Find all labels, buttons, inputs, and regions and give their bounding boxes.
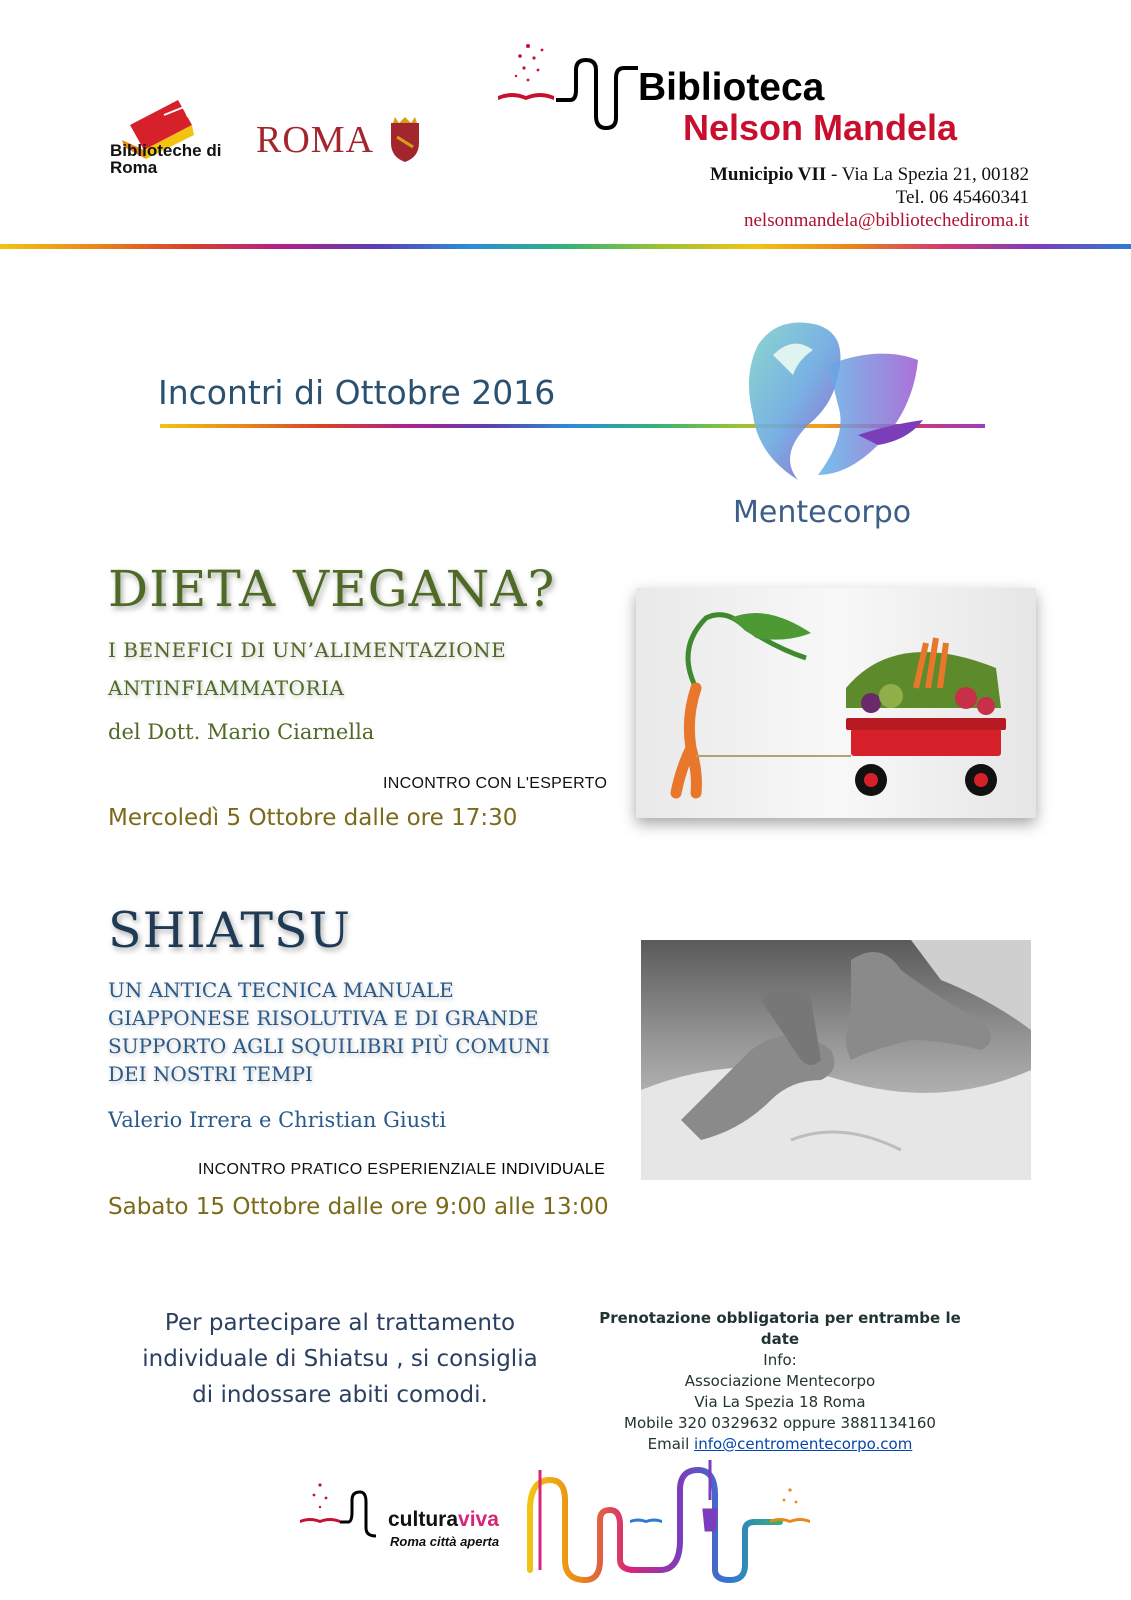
event1-subtitle-line1: I BENEFICI DI UN’ALIMENTAZIONE <box>108 638 507 662</box>
note-line1: Per partecipare al trattamento <box>164 1310 516 1336</box>
carrot-pulling-vegetable-wagon-image <box>636 588 1036 818</box>
info-organization: Associazione Mentecorpo <box>684 1372 876 1390</box>
booking-info-block <box>590 1308 970 1455</box>
series-title: Incontri di Ottobre 2016 <box>158 373 556 412</box>
mentecorpo-butterfly-logo <box>738 315 938 495</box>
clothing-advice-note <box>130 1305 550 1413</box>
culturaviva-brand-a: cultura <box>388 1508 459 1531</box>
event2-subtitle <box>108 976 550 1088</box>
event1-date: Mercoledì 5 Ottobre dalle ore 17:30 <box>108 805 518 831</box>
roma-logo-text: ROMA <box>256 119 375 161</box>
mentecorpo-logo-text: Mentecorpo <box>733 495 912 530</box>
event2-type-prefix: INCONTRO PRATICO ESPERIENZIALE <box>198 1161 502 1178</box>
culturaviva-wordmark <box>388 1508 499 1532</box>
note-line2: individuale di Shiatsu , si consiglia <box>142 1346 538 1372</box>
event2-type <box>198 1161 605 1179</box>
biblioteche-di-roma-text: Biblioteche di Roma <box>110 141 222 177</box>
library-email[interactable]: nelsonmandela@bibliotechediroma.it <box>744 210 1029 231</box>
address-street: - Via La Spezia 21, 00182 <box>826 164 1029 185</box>
event2-subtitle-line4: DEI NOSTRI TEMPI <box>108 1062 313 1086</box>
info-email-link[interactable]: info@centromentecorpo.com <box>694 1435 913 1453</box>
info-label: Info: <box>763 1351 797 1369</box>
booking-heading: Prenotazione obbligatoria per entrambe le date <box>599 1309 961 1348</box>
info-address: Via La Spezia 18 Roma <box>694 1393 866 1411</box>
event2-author: Valerio Irrera e Christian Giusti <box>108 1108 447 1132</box>
culturaviva-logo <box>300 1440 840 1590</box>
event1-subtitle-line2: ANTINFIAMMATORIA <box>108 676 345 700</box>
address-municipio: Municipio VII <box>709 164 827 185</box>
event2-subtitle-line3: SUPPORTO AGLI SQUILIBRI PIÙ COMUNI <box>108 1034 550 1058</box>
event2-title: SHIATSU <box>108 902 351 959</box>
event2-subtitle-line1: UN ANTICA TECNICA MANUALE <box>108 978 454 1002</box>
shiatsu-massage-hands-image <box>641 940 1031 1180</box>
library-name-line1: Biblioteca <box>638 66 825 109</box>
library-phone: Tel. 06 45460341 <box>895 187 1029 208</box>
culturaviva-brand-b: viva <box>458 1508 499 1531</box>
note-line3: di indossare abiti comodi. <box>192 1382 488 1408</box>
event1-type: INCONTRO CON L'ESPERTO <box>383 775 608 792</box>
roma-shield-icon <box>387 117 423 163</box>
header-rainbow-divider <box>0 244 1131 249</box>
event1-subtitle <box>108 631 506 707</box>
event2-subtitle-line2: GIAPPONESE RISOLUTIVA E DI GRANDE <box>108 1006 539 1030</box>
library-address-block <box>710 163 1029 232</box>
event2-date: Sabato 15 Ottobre dalle ore 9:00 alle 13:00 <box>108 1194 609 1220</box>
event1-author: del Dott. Mario Ciarnella <box>108 720 375 744</box>
library-name-line2: Nelson Mandela <box>683 107 958 148</box>
info-email-label: Email <box>647 1435 695 1453</box>
event2-type-emphasis: INDIVIDUALE <box>501 1161 606 1178</box>
culturaviva-tagline: Roma città aperta <box>390 1534 500 1549</box>
info-mobile: Mobile 320 0329632 oppure 3881134160 <box>624 1414 936 1432</box>
book-tree-logo-icon <box>498 28 638 138</box>
event1-title: DIETA VEGANA? <box>108 560 556 618</box>
